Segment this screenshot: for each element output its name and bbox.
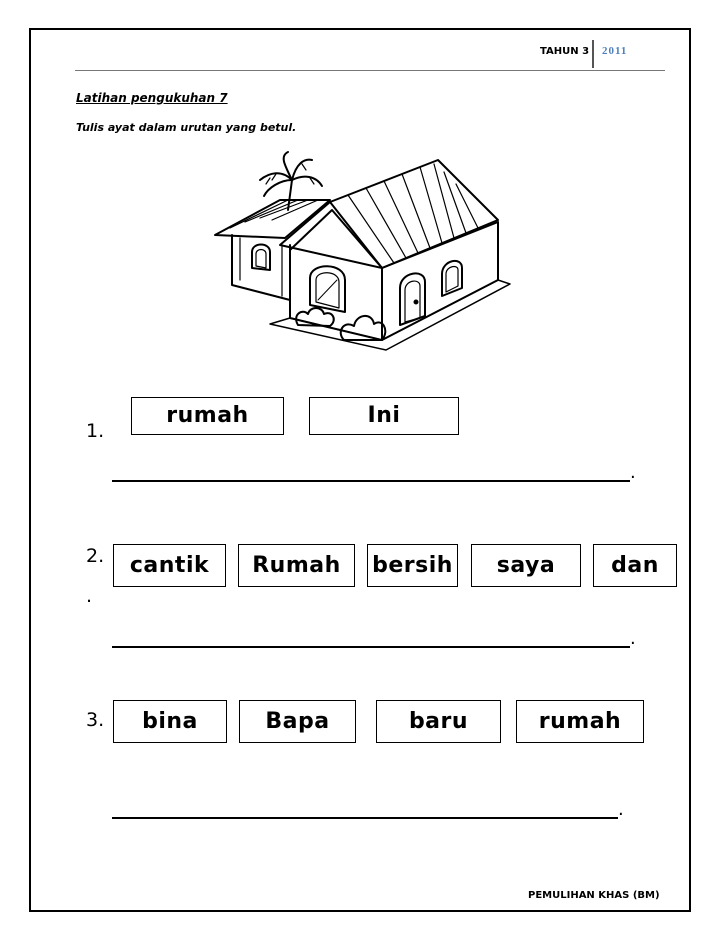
- word-card[interactable]: saya: [471, 544, 581, 587]
- word-card[interactable]: dan: [593, 544, 677, 587]
- question-3-number: 3.: [86, 709, 105, 731]
- word-card[interactable]: bina: [113, 700, 227, 743]
- answer-period: .: [630, 462, 636, 483]
- instruction-text: Tulis ayat dalam urutan yang betul.: [76, 121, 297, 134]
- house-illustration: [210, 150, 530, 360]
- answer-line[interactable]: [112, 480, 630, 482]
- question-2-mark: .: [86, 585, 93, 607]
- question-1-number: 1.: [86, 420, 105, 442]
- exercise-title: Latihan pengukuhan 7: [76, 91, 228, 105]
- word-card[interactable]: rumah: [516, 700, 644, 743]
- word-card[interactable]: Bapa: [239, 700, 356, 743]
- word-card[interactable]: cantik: [113, 544, 226, 587]
- header-separator: [592, 40, 594, 68]
- question-2-number: 2.: [86, 545, 105, 567]
- word-card[interactable]: Ini: [309, 397, 459, 435]
- answer-period: .: [630, 628, 636, 649]
- header-rule: [75, 70, 665, 71]
- word-card[interactable]: bersih: [367, 544, 458, 587]
- answer-line[interactable]: [112, 817, 618, 819]
- answer-period: .: [618, 799, 624, 820]
- word-card[interactable]: Rumah: [238, 544, 355, 587]
- grade-label: TAHUN 3: [540, 46, 590, 57]
- word-card[interactable]: baru: [376, 700, 501, 743]
- year-label: 2011: [602, 45, 628, 57]
- footer-label: PEMULIHAN KHAS (BM): [528, 890, 660, 901]
- word-card[interactable]: rumah: [131, 397, 284, 435]
- answer-line[interactable]: [112, 646, 630, 648]
